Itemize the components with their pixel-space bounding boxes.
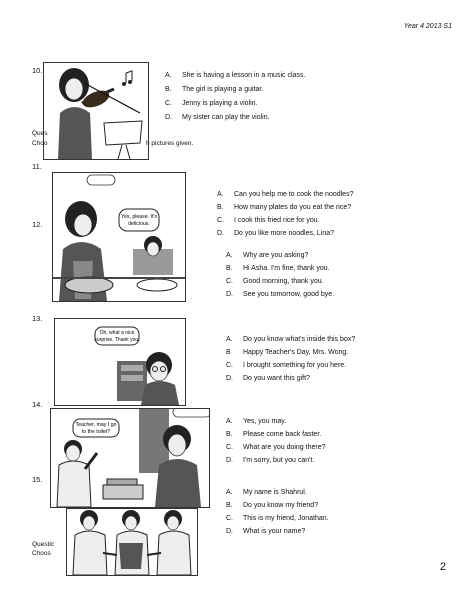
q14-option-d[interactable]: D. I'm sorry, but you can't. (226, 457, 315, 464)
q10-option-a[interactable]: A. She is having a lesson in a music class. (165, 72, 306, 79)
q11-option-c[interactable]: C. I cook this fried rice for you. (217, 217, 320, 224)
page-number: 2 (439, 561, 446, 573)
q13-picture-gift (54, 318, 186, 406)
q13-bubble-line1: Oh, what a nice (99, 330, 135, 336)
q10-option-c[interactable]: C. Jenny is playing a violin. (165, 100, 258, 107)
question-12-number: 12. (32, 220, 43, 229)
q14-bubble-line2: to the toilet? (81, 429, 111, 435)
q11-picture-cooking (52, 172, 186, 302)
instruction-fragment-2: Choo (32, 140, 48, 147)
q13-option-d[interactable]: D. Do you want this gift? (226, 375, 310, 382)
question-10-number: 10. (32, 66, 43, 75)
q11-option-b[interactable]: B. How many plates do you eat the rice? (217, 204, 352, 211)
q13-option-a[interactable]: A. Do you know what's inside this box? (226, 336, 356, 343)
q11-option-d[interactable]: D. Do you like more noodles, Lina? (217, 230, 335, 237)
instruction-fragment-4: Questic (32, 541, 55, 548)
question-15-number: 15. (32, 475, 43, 484)
q13-option-b[interactable]: B Happy Teacher's Day, Mrs. Wong. (226, 349, 349, 356)
q14-picture-toilet (50, 408, 210, 508)
q15-option-a[interactable]: A. My name is Shahrul. (226, 489, 307, 496)
q15-option-d[interactable]: D. What is your name? (226, 528, 306, 535)
question-11-number: 11. (32, 162, 42, 171)
q14-bubble-line1: Teacher, may I go (75, 422, 117, 428)
q12-option-b[interactable]: B. Hi Asha. I'm fine, thank you. (226, 265, 330, 272)
q10-picture-girl-violin (43, 62, 149, 160)
q10-option-d[interactable]: D. My sister can play the violin. (165, 114, 270, 121)
q15-picture-introduction (66, 508, 198, 576)
q15-option-c[interactable]: C. This is my friend, Jonathan. (226, 515, 329, 522)
q14-option-c[interactable]: C. What are you doing there? (226, 444, 326, 451)
instruction-fragment-5: Choos (32, 550, 51, 557)
page-header: Year 4 2013 S1 (403, 23, 452, 30)
q14-option-a[interactable]: A. Yes, you may. (226, 418, 287, 425)
q14-option-b[interactable]: B. Please come back faster. (226, 431, 322, 438)
q12-option-d[interactable]: D. See you tomorrow, good bye. (226, 291, 335, 298)
q13-option-c[interactable]: C. I brought something for you here. (226, 362, 347, 369)
q12-option-a[interactable]: A. Why are you asking? (226, 252, 309, 259)
q12-option-c[interactable]: C. Good morning, thank you. (226, 278, 324, 285)
q10-option-b[interactable]: B. The girl is playing a guitar. (165, 86, 264, 93)
q11-option-a[interactable]: A. Can you help me to cook the noodles? (217, 191, 354, 198)
question-13-number: 13. (32, 314, 43, 323)
instruction-fragment-3: h pictures given. (146, 140, 194, 147)
q11-bubble-line2: delicious. (128, 221, 150, 227)
q13-bubble-line2: surprise. Thank you. (94, 337, 140, 343)
q11-bubble-line1: Yes, please. It's (121, 214, 157, 220)
q15-option-b[interactable]: B. Do you know my friend? (226, 502, 319, 509)
question-14-number: 14. (32, 400, 43, 409)
instruction-fragment-1: Ques (32, 130, 48, 137)
